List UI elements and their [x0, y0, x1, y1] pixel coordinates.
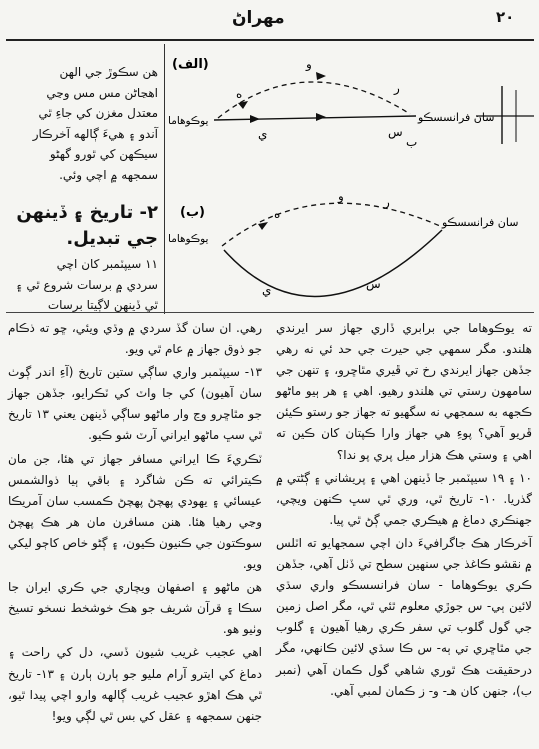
- arrow-head: [258, 222, 268, 230]
- diagram-a-letter: و: [306, 57, 312, 71]
- arrow-head: [316, 72, 326, 80]
- magazine-title: مهراڻ: [232, 8, 285, 28]
- left-column: [8, 318, 262, 729]
- text-line: معتدل مغزن کي جاءِ ٿي: [38, 106, 158, 120]
- diagram-a: [166, 46, 536, 154]
- diagram-a-solid-line: [214, 116, 416, 120]
- diagram-a-letter: ب: [406, 135, 418, 149]
- text-line: اهڃاڻن مس مس وڃي: [46, 85, 158, 100]
- text-line: هن سڪوڙ جي الهن: [59, 65, 158, 79]
- diagram-a-dashed-arc: [218, 82, 410, 118]
- diagram-b-letter: ر: [384, 195, 390, 209]
- diagram-b-label: (ب): [180, 205, 205, 220]
- diagram-b-solid-arc: [224, 230, 442, 296]
- diagram-b-place-left: يوڪوهاما: [168, 233, 209, 245]
- diagram-a-letter: س: [388, 125, 403, 139]
- paragraph: آخرڪار هڪ جاگرافيءَ دان اچي سمجهايو ته اٽلس ۾ نقشو ڪاغذ جي سنهين سطح تي ڏٺل آهي، جڏهن ڪري يوڪوهاما - سان فرانسسڪو واري سڌي لائين ٻي- س جوڙي معلوم ٿئي ٿي، مگر اصل زمين جي گول گلوب تي سفر ڪري رهيا آهيون ۽ گلوب جي مٿاڇري تي ٻه- س ڪا سڌي لائين ڪانهي، مگر درحقيقت هڪ ٿوري شاهي گول ڪمان آهي (نمبر ب)، جنهن کان هـ- و- ز ڪمان لمبي آهي.: [276, 535, 532, 698]
- section-rule: [6, 312, 534, 313]
- paragraph: ١٣- سيپٽمبر واري ساڳي ستين تاريخ (آءِ اندر ڳوٺ سان آهيون) کي جا واٽ کي ٽڪرايو، جڏهن جهاز جو مٿاڇرو وڃ وار ماڻهو ساڳي ڏينهن يعني ١٣ تاريخ ٿي سڀ ماڻهو ايراني آرٽ شو ڪيو.: [8, 365, 262, 443]
- text-line: ٿي ڏينهن لاڳيتا برسات: [47, 298, 158, 312]
- diagram-a-letter: ه: [236, 87, 243, 101]
- paragraph: اهي عجيب غريب شيون ڏسي، دل کي راحت ۽ دماغ کي ايترو آرام مليو جو ٻارن ٻارن ۽ ١٣- تاريخ ٿي هڪ اهڙو عجيب غريب ڳالهه وارو اچي پيدا ٿيو، جنهن سمجهه ۽ عقل کي بس ٿي لڳي ويو!: [8, 645, 262, 723]
- diagram-a-letter: ي: [258, 127, 268, 141]
- text-line: ١١ سيپٽمبر کان اچي: [56, 257, 158, 271]
- diagram-b-letter: ي: [262, 283, 272, 297]
- diagram-b: [166, 184, 536, 310]
- paragraph: ١٠ ۽ ١٩ سيپٽمبر جا ڏينهن اهي ۽ پريشاني ۽ ڳڻتي ۾ گذريا. ١٠- تاريخ ٿي، وري ٿي سڀ ڪنهن ويچي، جهنڪري دماغ ۾ هيڪري جمي ڳڻ ٿي پيا.: [276, 470, 532, 527]
- text-line: سردي ۾ برسات شروع ٿي ۽: [15, 277, 158, 292]
- diagram-b-letter: و: [338, 189, 344, 203]
- diagram-b-place-right: سان فرانسسڪو: [442, 216, 519, 229]
- arrow-head: [316, 113, 326, 121]
- diagram-b-dashed-arc: [222, 203, 440, 246]
- diagram-a-place-right: سان فرانسسڪو: [418, 111, 495, 124]
- sidebar-text-after: [8, 254, 158, 316]
- diagram-a-place-left: يوڪوهاما: [168, 115, 209, 127]
- text-line: سيڪهن کي ٿورو گهڻو: [49, 147, 158, 161]
- diagram-b-letter: ه: [274, 207, 281, 221]
- diagram-b-letter: س: [366, 277, 381, 291]
- arrow-head: [250, 115, 260, 123]
- page-number: ۲۰: [496, 8, 515, 26]
- paragraph: رهي. ان سان گڏ سردي ۾ وڌي ويئي، ڇو ته ذڪام جو ذوق جهاز ۾ عام ٿي ويو.: [8, 321, 262, 357]
- diagram-a-label: (الف): [172, 57, 209, 72]
- section-heading: ۲- تاريخ ۽ ڏينهن جي تبديل.: [16, 202, 158, 249]
- page-header: [0, 6, 539, 36]
- diagram-a-letter: ر: [394, 81, 400, 95]
- arrow-head: [238, 101, 248, 109]
- column-divider: [164, 44, 165, 314]
- right-column: [276, 318, 532, 704]
- text-line: سمجهه ۾ اچي وئي.: [59, 167, 158, 182]
- text-line: آندو ۽ هيءَ ڳالهه آخرڪار: [32, 126, 158, 141]
- sidebar-text: [8, 62, 158, 185]
- paragraph: ته يوڪوهاما جي برابري ڏاري جهاز سر ايرندي هلندو. مگر سمهي جي حيرت جي حد ئي نه رهي جڏهن جهاز ايرندي رخ تي ڦيري مٿاڇرو، ۽ تنهن جي سامهون رستي تي هلندو رهيو. اهي ۽ هر ٻيو ماڻهو ڪجهه به سمجهي نه سگهيو ته جهاز جو رستو ڪيئن ڦريو آهي؟ پوءِ هي جهاز وارا ڪپتان کان ڪين ته اهي ۽ وستي هڪ هزار ميل پري پو ندا؟: [276, 321, 532, 462]
- header-rule: [6, 39, 534, 41]
- paragraph: ٽڪريءَ ڪا ايراني مسافر جهاز تي هئا، جن مان ڪيترائي ته ڪن شاگرد ۽ باقي ٻيا ذوالشمس عيسائي ۽ يهودي پهچڻ پهچڻ ڪمسب سان آمريڪا وڃي رهيا هئا. هنن مسافرن مان هر هڪ پهچڻ سوڪتون جي ڪنيون ڪيون، ۽ ڳڻو خاص کاڄو ليکي ويو.: [8, 451, 262, 572]
- paragraph: هن ماڻهو ۽ اصفهان ويچاري جي ڪري ايران جا سڪا ۽ قرآن شريف جو هڪ خوشخط نسخو تسيخ وٺيو هو.: [8, 580, 262, 637]
